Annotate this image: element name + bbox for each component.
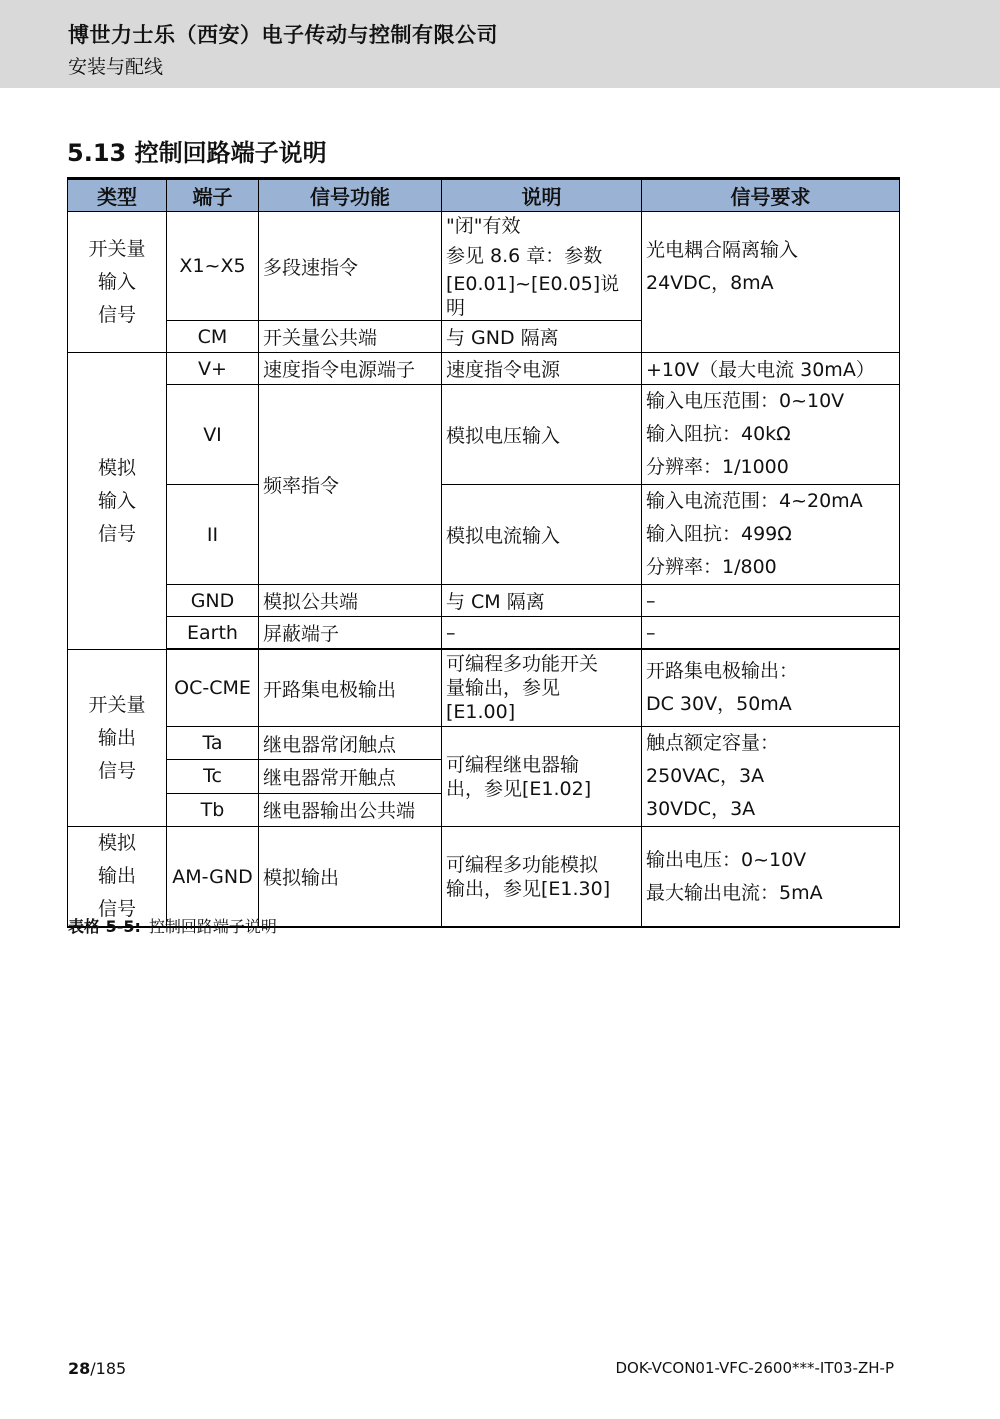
page-current: 28 — [68, 1359, 91, 1378]
header-type: 类型 — [68, 179, 167, 212]
function-tb: 继电器输出公共端 — [259, 793, 442, 826]
chapter-name: 安装与配线 — [68, 56, 164, 78]
req-digital-input: 光电耦合隔离输入 24VDC，8mA — [642, 212, 900, 353]
terminal-vi: VI — [167, 385, 259, 485]
category-analog-output: 模拟 输出 信号 — [68, 827, 167, 928]
table-row — [68, 485, 900, 585]
function-earth: 屏蔽端子 — [259, 617, 442, 649]
terminal-tb: Tb — [167, 793, 259, 826]
table-header-row — [68, 179, 900, 212]
terminal-earth: Earth — [167, 617, 259, 649]
section-title: 5.13 控制回路端子说明 — [67, 139, 327, 167]
terminal-gnd: GND — [167, 585, 259, 617]
req-relay: 触点额定容量： 250VAC，3A 30VDC，3A — [642, 727, 900, 827]
caption-label: 表格 5-5: — [68, 917, 141, 936]
terminal-vplus: V+ — [167, 353, 259, 385]
terminal-table — [67, 177, 900, 928]
page-number — [68, 1359, 126, 1378]
desc-ii: 模拟电流输入 — [442, 485, 642, 585]
header-description: 说明 — [442, 179, 642, 212]
desc-cm: 与 GND 隔离 — [442, 321, 642, 353]
table-row — [68, 585, 900, 617]
req-vplus: +10V（最大电流 30mA） — [642, 353, 900, 385]
function-ta: 继电器常闭触点 — [259, 727, 442, 760]
table-row — [68, 650, 900, 727]
page-header — [0, 0, 1000, 88]
header-requirement: 信号要求 — [642, 179, 900, 212]
req-ii: 输入电流范围：4~20mA 输入阻抗：499Ω 分辨率：1/800 — [642, 485, 900, 585]
function-cm: 开关量公共端 — [259, 321, 442, 353]
terminal-am-gnd: AM-GND — [167, 827, 259, 928]
req-gnd: – — [642, 585, 900, 617]
desc-earth: – — [442, 617, 642, 649]
terminal-ta: Ta — [167, 727, 259, 760]
desc-x1-x5: "闭"有效 参见 8.6 章：参数 [E0.01]~[E0.05]说明 — [442, 212, 642, 321]
function-frequency: 频率指令 — [259, 385, 442, 585]
company-name: 博世力士乐（西安）电子传动与控制有限公司 — [68, 23, 498, 47]
caption-text: 控制回路端子说明 — [148, 917, 277, 936]
req-oc: 开路集电极输出： DC 30V，50mA — [642, 650, 900, 727]
page-total: /185 — [90, 1359, 127, 1378]
function-oc: 开路集电极输出 — [259, 650, 442, 727]
function-am: 模拟输出 — [259, 827, 442, 928]
terminal-cm: CM — [167, 321, 259, 353]
desc-vplus: 速度指令电源 — [442, 353, 642, 385]
req-vi: 输入电压范围：0~10V 输入阻抗：40kΩ 分辨率：1/1000 — [642, 385, 900, 485]
header-function: 信号功能 — [259, 179, 442, 212]
function-multi-speed: 多段速指令 — [259, 212, 442, 321]
header-terminal: 端子 — [167, 179, 259, 212]
desc-oc: 可编程多功能开关 量输出，参见 [E1.00] — [442, 650, 642, 727]
terminal-x1-x5: X1~X5 — [167, 212, 259, 321]
desc-relay: 可编程继电器输 出，参见[E1.02] — [442, 727, 642, 827]
table-row — [68, 727, 900, 760]
desc-vi: 模拟电压输入 — [442, 385, 642, 485]
function-vplus: 速度指令电源端子 — [259, 353, 442, 385]
category-analog-input: 模拟 输入 信号 — [68, 353, 167, 650]
table-caption — [68, 914, 277, 937]
category-digital-output: 开关量 输出 信号 — [68, 650, 167, 827]
table-row — [68, 617, 900, 649]
req-am: 输出电压：0~10V 最大输出电流：5mA — [642, 827, 900, 928]
table-row — [68, 385, 900, 485]
desc-gnd: 与 CM 隔离 — [442, 585, 642, 617]
table-row — [68, 212, 900, 321]
desc-am: 可编程多功能模拟 输出，参见[E1.30] — [442, 827, 642, 928]
table-row — [68, 353, 900, 385]
terminal-ii: II — [167, 485, 259, 585]
terminal-oc-cme: OC-CME — [167, 650, 259, 727]
function-gnd: 模拟公共端 — [259, 585, 442, 617]
document-id: DOK-VCON01-VFC-2600***-IT03-ZH-P — [615, 1359, 894, 1377]
req-earth: – — [642, 617, 900, 649]
category-digital-input: 开关量 输入 信号 — [68, 212, 167, 353]
terminal-tc: Tc — [167, 760, 259, 793]
function-tc: 继电器常开触点 — [259, 760, 442, 793]
table-row — [68, 827, 900, 928]
